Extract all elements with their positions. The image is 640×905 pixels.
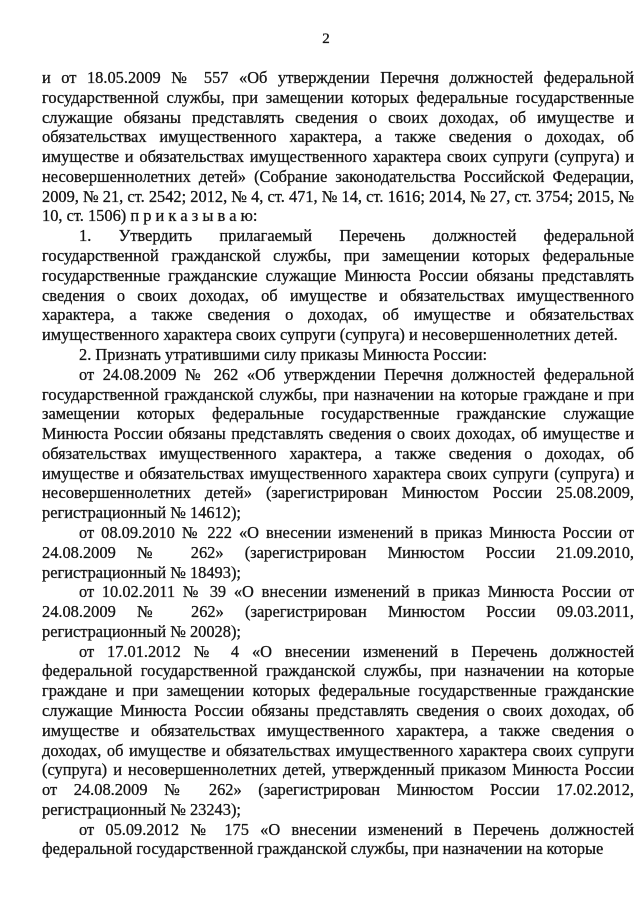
document-paragraph: от 24.08.2009 № 262 «Об утверждении Перечня должностей федеральной государственной гражданской службы, при назначении на которые граждане и при замещении которых федеральные государственные гражданские служащие Минюста России обязаны представлять сведения о своих доходах, об имуществе и обязательствах имущественного характера, а также сведения о доходах, об имуществе и обязательствах имущественного характера своих супруги (супруга) и несовершеннолетних детей» (зарегистрирован Минюстом России 25.08.2009, регистрационный № 14612); — [42, 364, 634, 523]
page-number: 2 — [322, 31, 330, 47]
document-paragraph: 1. Утвердить прилагаемый Перечень должностей федеральной государственной гражданской службы, при замещении которых федеральные государственные гражданские служащие Минюста России обязаны представлять сведения о своих доходах, об имуществе и обязательствах имущественного характера, а также сведения о доходах, об имуществе и обязательствах имущественного характера своих супруги (супруга) и несовершеннолетних детей. — [42, 226, 634, 345]
document-paragraph: от 08.09.2010 № 222 «О внесении изменений в приказ Минюста России от 24.08.2009 № 262» (зарегистрирован Минюстом России 21.09.2010, регистрационный № 18493); — [42, 522, 634, 582]
document-paragraph: от 17.01.2012 № 4 «О внесении изменений в Перечень должностей федеральной государственной гражданской службы, при назначении на которые граждане и при замещении которых федеральные государственные гражданские служащие Минюста России обязаны представлять сведения о своих доходах, об имуществе и обязательствах имущественного характера, а также сведения о доходах, об имуществе и обязательствах имущественного характера своих супруги (супруга) и несовершеннолетних детей, утвержденный приказом Минюста России от 24.08.2009 № 262» (зарегистрирован Минюстом России 17.02.2012, регистрационный № 23243); — [42, 641, 634, 819]
document-paragraph: от 10.02.2011 № 39 «О внесении изменений в приказ Минюста России от 24.08.2009 № 262» (зарегистрирован Минюстом России 09.03.2011, регистрационный № 20028); — [42, 582, 634, 641]
document-text-block — [42, 68, 634, 859]
document-paragraph: 2. Признать утратившими силу приказы Минюста России: — [79, 344, 488, 364]
document-paragraph: и от 18.05.2009 № 557 «Об утверждении Перечня должностей федеральной государственной службы, при замещении которых федеральные государственные служащие обязаны представлять сведения о своих доходах, об имуществе и обязательствах имущественного характера, а также сведения о доходах, об имуществе и обязательствах имущественного характера своих супруги (супруга) и несовершеннолетних детей» (Собрание законодательства Российской Федерации, 2009, № 21, ст. 2542; 2012, № 4, ст. 471, № 14, ст. 1616; 2014, № 27, ст. 3754; 2015, № 10, ст. 1506) п р и к а з ы в а ю: — [42, 68, 634, 226]
document-paragraph: от 05.09.2012 № 175 «О внесении изменений в Перечень должностей федеральной государственной гражданской службы, при назначении на которые — [42, 819, 634, 859]
